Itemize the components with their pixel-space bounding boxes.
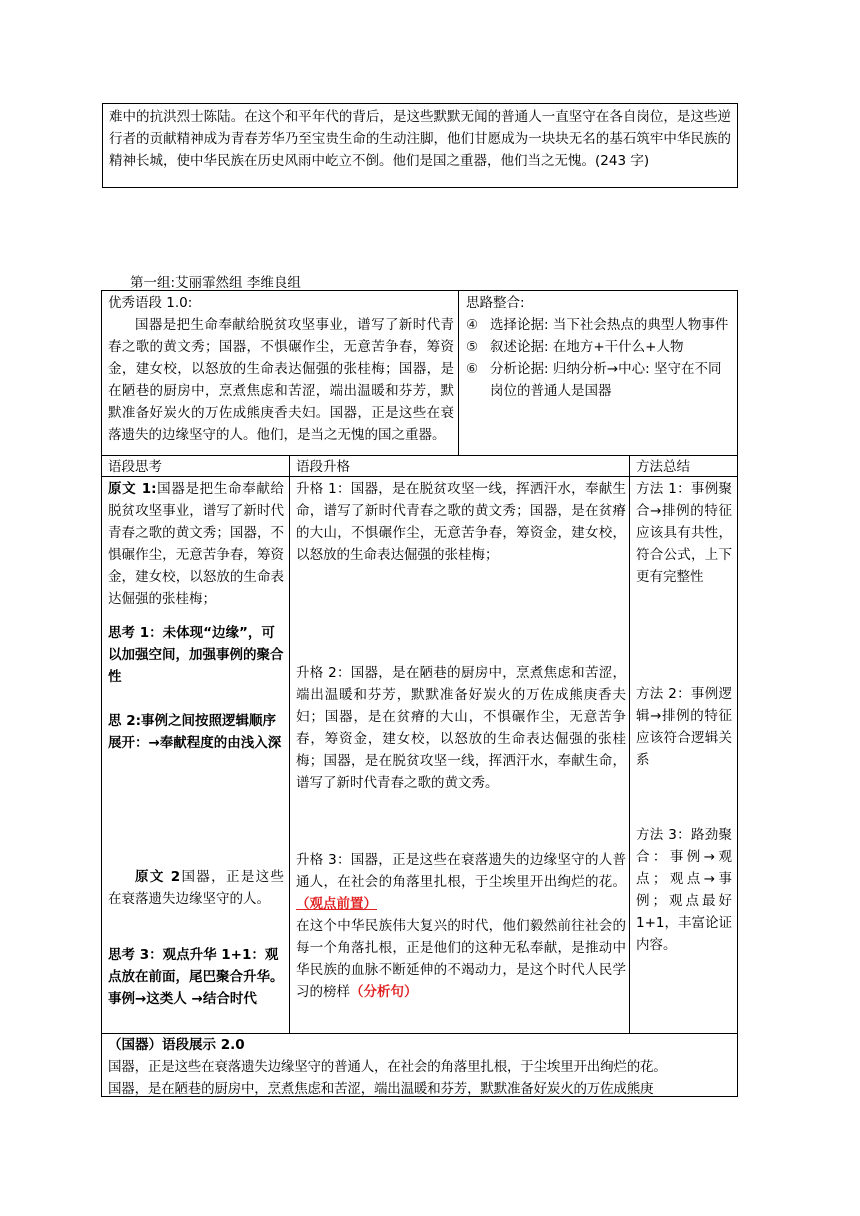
original-text-2-label: 原文 2 (135, 869, 181, 885)
thinking-item-text: 选择论据: 当下社会热点的典型人物事件 (490, 317, 729, 333)
method-3: 方法 3：路劲聚合：事例→观点；观点→事例；观点最好 1+1，丰富论证内容。 (636, 827, 732, 953)
method-1: 方法 1：事例聚合→排例的特征应该具有共性，符合公式，上下更有完整性 (636, 481, 732, 585)
upgrade-3-text-b: 在这个中华民族伟大复兴的时代，他们毅然前往社会的每一个角落扎根，正是他们的这种无私奉献，是推动中华民族的血脉不断延伸的不竭动力，是这个时代人民学习的榜样 (296, 918, 626, 1000)
original-text-1-label: 原文 1: (108, 481, 157, 497)
thinking-item-text: 叙述论据: 在地方+干什么+人物 (490, 339, 684, 355)
thinking-item (466, 336, 734, 358)
thinking-3: 思考 3：观点升华 1+1：观点放在前面，尾巴聚合升华。事例→这类人 →结合时代 (108, 947, 284, 1007)
display-line-2: 国器，是在陋巷的厨房中，烹煮焦虑和苦涩，端出温暖和芬芳，默默准备好炭火的万佐成熊庚 (108, 1081, 654, 1097)
display-title: （国器）语段展示 2.0 (108, 1037, 245, 1053)
header-paragraph-thinking: 语段思考 (108, 459, 162, 475)
upgrade-3 (296, 849, 626, 1003)
divider-col2 (629, 455, 630, 1033)
thinking-item-text: 分析论据: 归纳分析→中心: 坚守在不同岗位的普通人是国器 (490, 361, 722, 399)
upgrade-1: 升格 1：国器，是在脱贫攻坚一线，挥洒汗水，奉献生命，谱写了新时代青春之歌的黄文秀；国器，是在贫瘠的大山，不惧碾作尘，无意苦争春，筹资金，建女校，以怒放的生命表达倔强的张桂梅； (296, 481, 626, 563)
method-2: 方法 2：事例逻辑→排例的特征应该符合逻辑关系 (636, 686, 732, 768)
upgrade-3-tag-viewpoint: （观点前置） (296, 896, 377, 912)
original-text-1 (108, 478, 284, 610)
display-section (108, 1034, 734, 1100)
excellent-paragraph-title: 优秀语段 1.0: (108, 295, 193, 311)
header-method-summary: 方法总结 (636, 459, 690, 475)
thinking-item-number: ⑥ (466, 361, 479, 377)
intro-text: 难中的抗洪烈士陈陆。在这个和平年代的背后，是这些默默无闻的普通人一直坚守在各自岗位，是这些逆行者的贡献精神成为青春芳华乃至宝贵生命的生动注脚，他们甘愿成为一块块无名的基石筑牢中华民族的精神长城，使中华民族在历史风雨中屹立不倒。他们是国之重器，他们当之无愧。(243 字) (109, 109, 731, 169)
thinking-item (466, 358, 734, 402)
excellent-paragraph-text: 国器是把生命奉献给脱贫攻坚事业，谱写了新时代青春之歌的黄文秀；国器，不惧碾作尘，无意苦争春，筹资金，建女校，以怒放的生命表达倔强的张桂梅；国器，是在陋巷的厨房中，烹煮焦虑和苦涩，端出温暖和芬芳，默默准备好炭火的万佐成熊庚香夫妇。国器，正是这些在衰落遗失的边缘坚守的人。他们，是当之无愧的国之重器。 (108, 317, 454, 443)
thinking-title: 思路整合: (466, 295, 525, 311)
thinking-2: 思 2:事例之间按照逻辑顺序展开：→奉献程度的由浅入深 (108, 713, 282, 751)
main-table (101, 290, 738, 1097)
thinking-item-number: ④ (466, 317, 479, 333)
display-line-1: 国器，正是这些在衰落遗失边缘坚守的普通人，在社会的角落里扎根，于尘埃里开出绚烂的花。 (108, 1059, 667, 1075)
header-paragraph-upgrade: 语段升格 (296, 459, 350, 475)
excellent-paragraph-cell (108, 292, 454, 446)
thinking-item (466, 314, 734, 336)
upgrade-3-text-a: 升格 3：国器，正是这些在衰落遗失的边缘坚守的人普通人，在社会的角落里扎根，于尘埃里开出绚烂的花。 (296, 852, 626, 890)
divider-top-vertical (458, 291, 459, 455)
thinking-1: 思考 1：未体现“边缘”，可以加强空间，加强事例的聚合性 (108, 625, 284, 685)
original-text-1-body: 国器是把生命奉献给脱贫攻坚事业，谱写了新时代青春之歌的黄文秀；国器，不惧碾作尘，无意苦争春，筹资金，建女校，以怒放的生命表达倔强的张桂梅； (108, 481, 284, 607)
divider-col1 (289, 455, 290, 1033)
intro-box (102, 103, 738, 188)
upgrade-2: 升格 2：国器，是在陋巷的厨房中，烹煮焦虑和苦涩，端出温暖和芬芳，默默准备好炭火的万佐成熊庚香夫妇；国器，是在贫瘠的大山，不惧碾作尘，无意苦争春，筹资金，建女校，以怒放的生命表达倔强的张桂梅；国器，是在脱贫攻坚一线，挥洒汗水，奉献生命，谱写了新时代青春之歌的黄文秀。 (296, 665, 626, 791)
original-text-2 (108, 866, 284, 910)
original-text-2-body: 国器，正是这些在衰落遗失边缘坚守的人。 (108, 869, 285, 907)
thinking-item-number: ⑤ (466, 339, 479, 355)
upgrade-3-tag-analysis: （分析句） (350, 984, 418, 1000)
group-title: 第一组:艾丽霏然组 李维良组 (130, 275, 301, 291)
thinking-cell (466, 292, 734, 402)
